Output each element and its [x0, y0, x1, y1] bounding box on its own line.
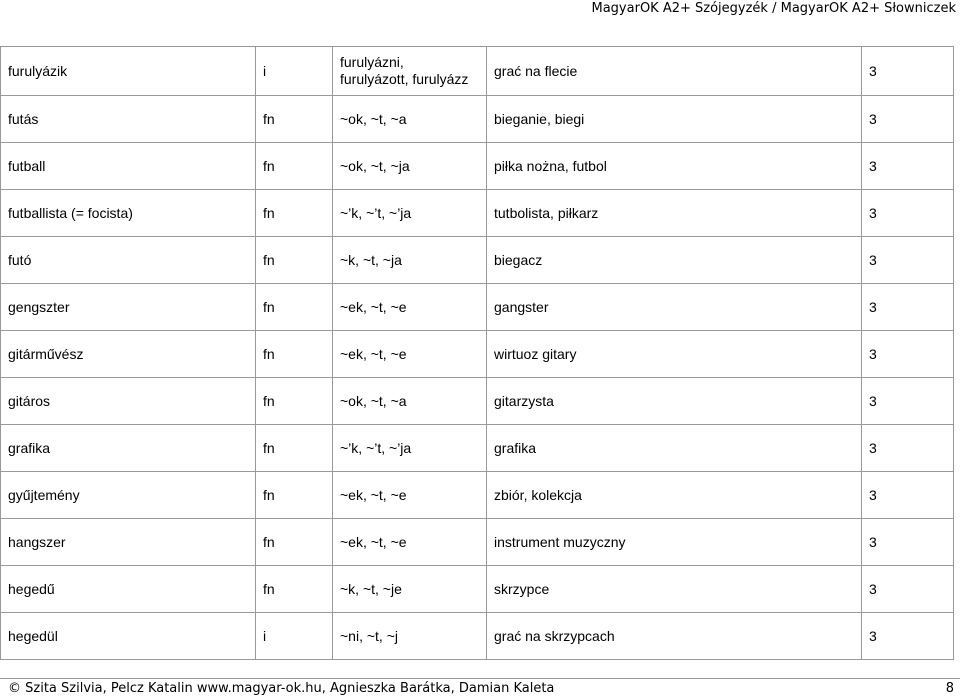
word-cell: grafika	[1, 425, 256, 472]
translation-cell: grać na skrzypcach	[487, 613, 862, 660]
level-cell: 3	[862, 237, 954, 284]
translation-cell: wirtuoz gitary	[487, 331, 862, 378]
table-row	[1, 96, 954, 143]
word-cell: gitáros	[1, 378, 256, 425]
word-cell: futballista (= focista)	[1, 190, 256, 237]
level-cell: 3	[862, 47, 954, 96]
forms-cell: ~ek, ~t, ~e	[333, 519, 487, 566]
part-of-speech-cell: i	[256, 47, 333, 96]
part-of-speech-cell: fn	[256, 284, 333, 331]
forms-cell: ~ok, ~t, ~ja	[333, 143, 487, 190]
level-cell: 3	[862, 96, 954, 143]
table-row	[1, 378, 954, 425]
page-number: 8	[945, 681, 954, 696]
table-row	[1, 143, 954, 190]
level-cell: 3	[862, 331, 954, 378]
copyright-credit: © Szita Szilvia, Pelcz Katalin www.magyar-ok.hu, Agnieszka Barátka, Damian Kaleta	[8, 681, 555, 696]
forms-cell: ~k, ~t, ~je	[333, 566, 487, 613]
forms-cell: ~ek, ~t, ~e	[333, 331, 487, 378]
table-row	[1, 190, 954, 237]
part-of-speech-cell: fn	[256, 472, 333, 519]
translation-cell: grać na flecie	[487, 47, 862, 96]
word-cell: hegedű	[1, 566, 256, 613]
part-of-speech-cell: fn	[256, 237, 333, 284]
vocabulary-table-body	[1, 47, 954, 660]
level-cell: 3	[862, 378, 954, 425]
table-row	[1, 284, 954, 331]
word-cell: hegedül	[1, 613, 256, 660]
part-of-speech-cell: fn	[256, 331, 333, 378]
forms-cell: ~’k, ~’t, ~’ja	[333, 425, 487, 472]
level-cell: 3	[862, 284, 954, 331]
forms-cell: ~ek, ~t, ~e	[333, 472, 487, 519]
part-of-speech-cell: fn	[256, 519, 333, 566]
word-cell: futó	[1, 237, 256, 284]
part-of-speech-cell: fn	[256, 143, 333, 190]
translation-cell: bieganie, biegi	[487, 96, 862, 143]
table-row	[1, 237, 954, 284]
level-cell: 3	[862, 566, 954, 613]
level-cell: 3	[862, 519, 954, 566]
forms-cell: ~ok, ~t, ~a	[333, 378, 487, 425]
table-row	[1, 472, 954, 519]
translation-cell: biegacz	[487, 237, 862, 284]
part-of-speech-cell: fn	[256, 425, 333, 472]
level-cell: 3	[862, 613, 954, 660]
page-header-title: MagyarOK A2+ Szójegyzék / MagyarOK A2+ Słowniczek	[591, 1, 956, 16]
word-cell: futás	[1, 96, 256, 143]
translation-cell: skrzypce	[487, 566, 862, 613]
level-cell: 3	[862, 472, 954, 519]
translation-cell: zbiór, kolekcja	[487, 472, 862, 519]
translation-cell: instrument muzyczny	[487, 519, 862, 566]
forms-cell: ~’k, ~’t, ~’ja	[333, 190, 487, 237]
translation-cell: gitarzysta	[487, 378, 862, 425]
word-cell: gengszter	[1, 284, 256, 331]
translation-cell: piłka nożna, futbol	[487, 143, 862, 190]
translation-cell: gangster	[487, 284, 862, 331]
table-row	[1, 47, 954, 96]
word-cell: gyűjtemény	[1, 472, 256, 519]
forms-cell: ~ni, ~t, ~j	[333, 613, 487, 660]
part-of-speech-cell: fn	[256, 96, 333, 143]
part-of-speech-cell: fn	[256, 190, 333, 237]
forms-cell: ~ek, ~t, ~e	[333, 284, 487, 331]
table-row	[1, 566, 954, 613]
part-of-speech-cell: fn	[256, 566, 333, 613]
level-cell: 3	[862, 143, 954, 190]
level-cell: 3	[862, 190, 954, 237]
forms-cell: furulyázni, furulyázott, furulyázz	[333, 47, 487, 96]
vocabulary-table	[0, 46, 954, 660]
page-footer	[0, 678, 960, 699]
table-row	[1, 519, 954, 566]
table-row	[1, 425, 954, 472]
translation-cell: grafika	[487, 425, 862, 472]
forms-cell: ~k, ~t, ~ja	[333, 237, 487, 284]
level-cell: 3	[862, 425, 954, 472]
word-cell: futball	[1, 143, 256, 190]
word-cell: gitárművész	[1, 331, 256, 378]
table-row	[1, 613, 954, 660]
word-cell: furulyázik	[1, 47, 256, 96]
forms-cell: ~ok, ~t, ~a	[333, 96, 487, 143]
word-cell: hangszer	[1, 519, 256, 566]
part-of-speech-cell: fn	[256, 378, 333, 425]
table-row	[1, 331, 954, 378]
part-of-speech-cell: i	[256, 613, 333, 660]
translation-cell: tutbolista, piłkarz	[487, 190, 862, 237]
